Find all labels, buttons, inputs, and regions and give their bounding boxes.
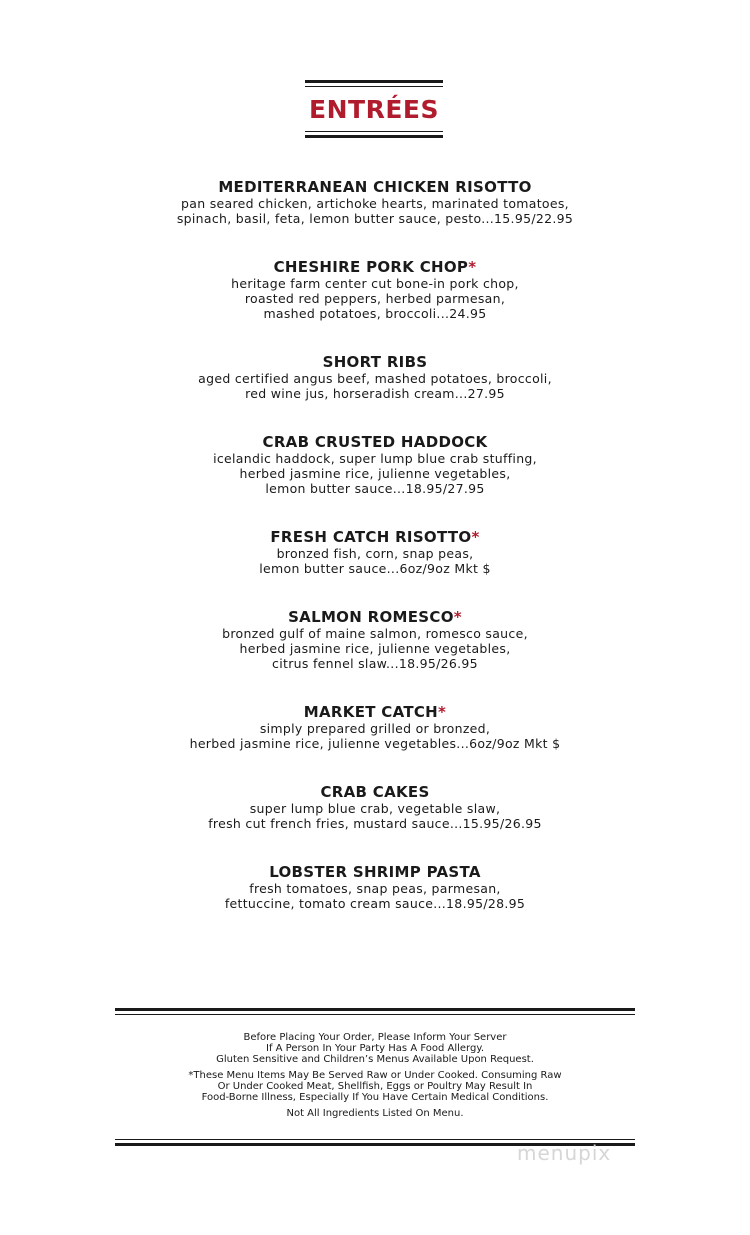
- item-desc-line: pan seared chicken, artichoke hearts, marinated tomatoes,: [181, 196, 569, 211]
- item-desc-line: herbed jasmine rice, julienne vegetables...6oz/9oz Mkt $: [189, 736, 561, 751]
- item-name: CRAB CRUSTED HADDOCK: [262, 433, 488, 451]
- item-name: LOBSTER SHRIMP PASTA: [269, 863, 481, 881]
- item-desc-line: spinach, basil, feta, lemon butter sauce, pesto...15.95/22.95: [176, 211, 574, 226]
- item-desc-line: super lump blue crab, vegetable slaw,: [249, 801, 501, 816]
- item-name: FRESH CATCH RISOTTO: [270, 528, 472, 546]
- item-desc-line: simply prepared grilled or bronzed,: [259, 721, 491, 736]
- raw-asterisk: *: [471, 528, 480, 546]
- title-top-rule-thick: [305, 80, 443, 83]
- menu-item: [0, 433, 750, 496]
- item-desc-line: icelandic haddock, super lump blue crab stuffing,: [213, 451, 537, 466]
- raw-asterisk: *: [453, 608, 462, 626]
- item-desc-line: fettuccine, tomato cream sauce...18.95/28.95: [224, 896, 526, 911]
- footer-top-rule-thin: [115, 1014, 635, 1015]
- item-desc-line: bronzed fish, corn, snap peas,: [276, 546, 474, 561]
- allergy-note-line: If A Person In Your Party Has A Food Allergy.: [266, 1043, 484, 1054]
- raw-warning-line: *These Menu Items May Be Served Raw or Under Cooked. Consuming Raw: [188, 1070, 562, 1081]
- item-name: SALMON ROMESCO: [288, 608, 454, 626]
- menu-item: [0, 703, 750, 751]
- item-desc-line: mashed potatoes, broccoli...24.95: [263, 306, 487, 321]
- item-desc-line: bronzed gulf of maine salmon, romesco sauce,: [222, 626, 528, 641]
- footer-top-rule-thick: [115, 1008, 635, 1011]
- item-desc-line: fresh cut french fries, mustard sauce...15.95/26.95: [208, 816, 542, 831]
- raw-warning-line: Or Under Cooked Meat, Shellfish, Eggs or Poultry May Result In: [217, 1081, 533, 1092]
- menu-item: [0, 783, 750, 831]
- footer-notes: [115, 1032, 635, 1119]
- allergy-note-line: Gluten Sensitive and Children’s Menus Available Upon Request.: [216, 1054, 534, 1065]
- item-name: SHORT RIBS: [322, 353, 428, 371]
- raw-asterisk: *: [438, 703, 447, 721]
- menu-item: [0, 608, 750, 671]
- item-name: CHESHIRE PORK CHOP: [273, 258, 469, 276]
- item-name: MARKET CATCH: [303, 703, 439, 721]
- title-block: [305, 80, 443, 138]
- item-desc-line: herbed jasmine rice, julienne vegetables,: [239, 641, 511, 656]
- item-desc-line: fresh tomatoes, snap peas, parmesan,: [249, 881, 501, 896]
- item-desc-line: lemon butter sauce...18.95/27.95: [265, 481, 485, 496]
- item-desc-line: red wine jus, horseradish cream...27.95: [245, 386, 505, 401]
- title-bottom-rule-thin: [305, 131, 443, 132]
- menu-item: [0, 353, 750, 401]
- item-desc-line: citrus fennel slaw...18.95/26.95: [272, 656, 478, 671]
- item-name: CRAB CAKES: [320, 783, 430, 801]
- allergy-note-line: Before Placing Your Order, Please Inform Your Server: [243, 1032, 507, 1043]
- raw-asterisk: *: [468, 258, 477, 276]
- title-bottom-rule-thick: [305, 135, 443, 138]
- menu-item: [0, 863, 750, 911]
- raw-warning-line: Food-Borne Illness, Especially If You Have Certain Medical Conditions.: [201, 1092, 549, 1103]
- menu-item: [0, 178, 750, 226]
- page-title: ENTRÉES: [309, 95, 439, 124]
- ingredients-note: Not All Ingredients Listed On Menu.: [286, 1108, 464, 1119]
- item-desc-line: aged certified angus beef, mashed potatoes, broccoli,: [198, 371, 552, 386]
- watermark-logo: menupix: [517, 1141, 612, 1165]
- item-desc-line: herbed jasmine rice, julienne vegetables,: [239, 466, 511, 481]
- menu-item: [0, 528, 750, 576]
- item-name: MEDITERRANEAN CHICKEN RISOTTO: [218, 178, 532, 196]
- menu-item: [0, 258, 750, 321]
- item-desc-line: lemon butter sauce...6oz/9oz Mkt $: [259, 561, 491, 576]
- footer-bottom-rule-thin: [115, 1139, 635, 1140]
- footer-top-rules: [115, 1008, 635, 1015]
- item-desc-line: roasted red peppers, herbed parmesan,: [244, 291, 506, 306]
- item-desc-line: heritage farm center cut bone-in pork chop,: [231, 276, 519, 291]
